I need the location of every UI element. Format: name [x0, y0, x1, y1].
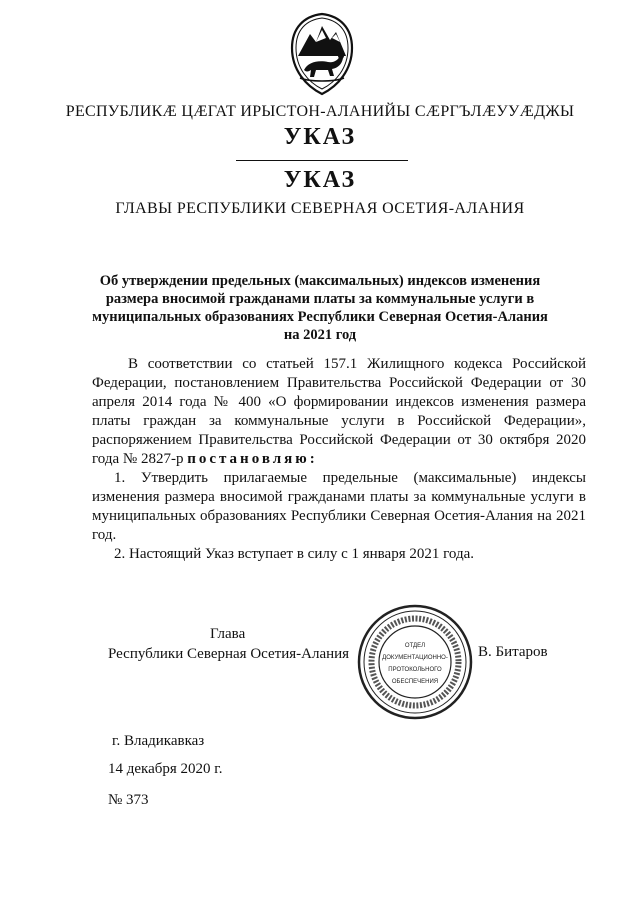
decree-item-2: 2. Настоящий Указ вступает в силу с 1 января 2021 года.	[114, 546, 474, 562]
ukaz-heading-russian: УКАЗ	[283, 167, 357, 193]
decree-word: постановляю:	[187, 451, 318, 467]
header-divider	[236, 160, 408, 161]
stamp-line: ОТДЕЛ	[404, 643, 426, 649]
head-of-republic-heading: ГЛАВЫ РЕСПУБЛИКИ СЕВЕРНАЯ ОСЕТИЯ-АЛАНИЯ	[115, 200, 525, 217]
document-body	[92, 355, 586, 564]
stamp-line: ДОКУМЕНТАЦИОННО-	[382, 655, 448, 661]
title-line: Об утверждении предельных (максимальных) индексов изменения	[99, 273, 541, 289]
title-line: на 2021 год	[283, 327, 357, 343]
decree-item-1: 1. Утвердить прилагаемые предельные (максимальные) индексы изменения размера вносимой гражданами платы за коммунальные услуги в муниципальных образованиях Республики Северная Осетия-Алания на 2021 год.	[92, 470, 586, 543]
preamble-text: В соответствии со статьей 157.1 Жилищного кодекса Российской Федерации, постановлением Правительства Российской Федерации от 30 апреля 2014 года № 400 «О формировании индексов изменения размера платы граждан за коммунальные услуги в Российской Федерации», распоряжением Правительства Российской Федерации от 30 октября 2020 года № 2827-р	[92, 356, 586, 467]
title-line: размера вносимой гражданами платы за коммунальные услуги в	[105, 291, 535, 307]
signatory-name: В. Битаров	[478, 644, 548, 660]
official-seal-stamp	[356, 603, 474, 721]
republic-name-ossetian: РЕСПУБЛИКÆ ЦÆГАТ ИРЫСТОН-АЛАНИЙЫ СÆРГЪЛÆУУÆДЖЫ	[65, 103, 575, 120]
signatory-title	[108, 624, 358, 664]
document-title	[80, 272, 560, 344]
signatory-title-line1: Глава	[210, 626, 246, 642]
issue-place: г. Владикавказ	[112, 733, 205, 749]
signatory-title-line2: Республики Северная Осетия-Алания	[108, 646, 350, 662]
title-line: муниципальных образованиях Республики Северная Осетия-Алания	[92, 309, 548, 325]
ukaz-heading-ossetian: УКАЗ	[283, 124, 357, 150]
stamp-line: ПРОТОКОЛЬНОГО	[388, 667, 442, 673]
decree-number: № 373	[108, 792, 149, 808]
stamp-line: ОБЕСПЕЧЕНИЯ	[391, 679, 439, 685]
issue-date: 14 декабря 2020 г.	[108, 761, 223, 777]
coat-of-arms-icon	[288, 12, 356, 96]
preamble-paragraph	[92, 355, 586, 469]
